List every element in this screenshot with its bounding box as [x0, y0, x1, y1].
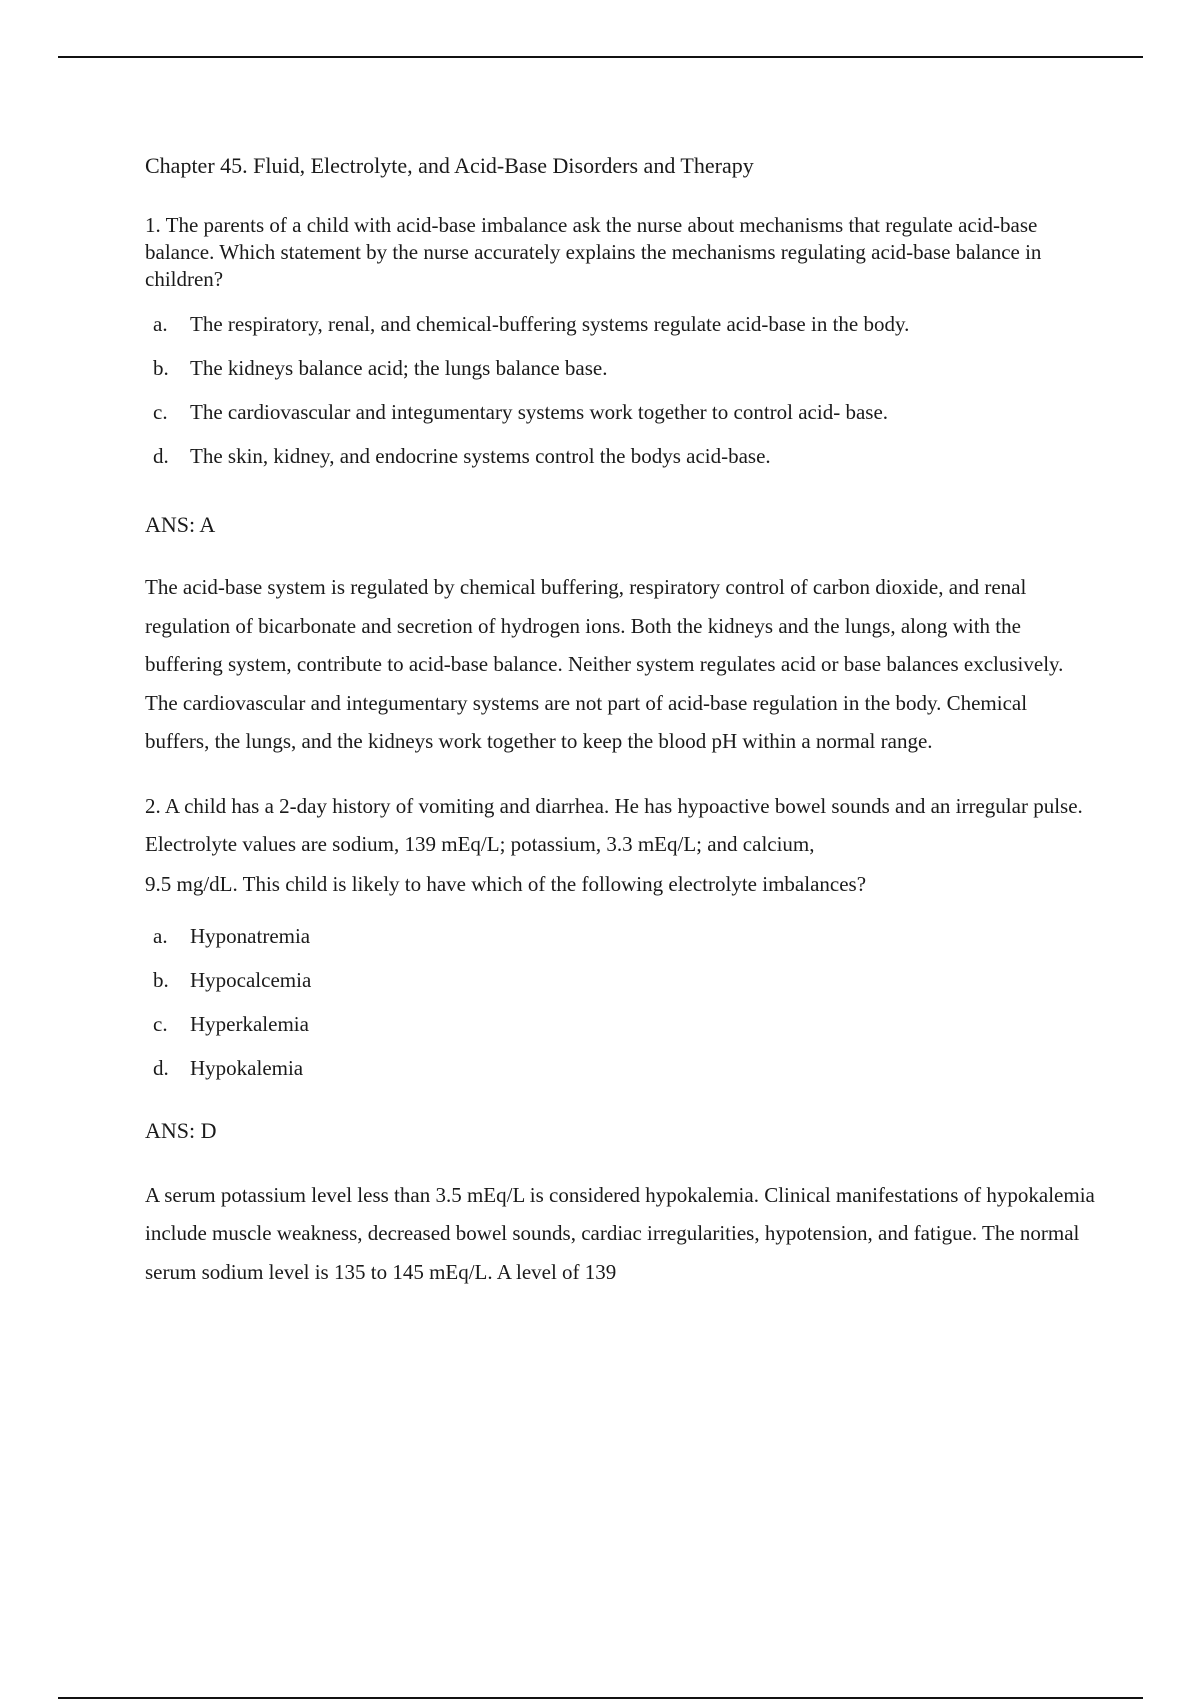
question-1-option-a	[145, 311, 1095, 338]
option-text: The respiratory, renal, and chemical-buffering systems regulate acid-base in the body.	[190, 312, 910, 336]
question-1-option-c	[145, 399, 1095, 426]
option-letter: c.	[153, 400, 168, 424]
question-2-option-d	[145, 1055, 1095, 1082]
option-text: The kidneys balance acid; the lungs balance base.	[190, 356, 608, 380]
option-letter: b.	[153, 356, 169, 380]
question-2-rationale: A serum potassium level less than 3.5 mEq/L is considered hypokalemia. Clinical manifestations of hypokalemia include muscle weakness, decreased bowel sounds, cardiac irregularities, hypotension, and fatigue. The normal serum sodium level is 135 to 145 mEq/L. A level of 139	[145, 1182, 1095, 1284]
question-2-option-b	[145, 967, 1095, 994]
question-2-options	[145, 923, 1095, 1082]
document-page	[145, 150, 1095, 1291]
option-text: The skin, kidney, and endocrine systems control the bodys acid-base.	[190, 444, 771, 468]
option-letter: a.	[153, 923, 168, 948]
question-1-option-d	[145, 443, 1095, 470]
option-text: Hypokalemia	[190, 1055, 304, 1080]
option-text: Hyponatremia	[190, 923, 311, 948]
question-1-option-b	[145, 355, 1095, 382]
option-text: The cardiovascular and integumentary systems work together to control acid- base.	[190, 400, 889, 424]
question-2-option-c	[145, 1011, 1095, 1038]
question-1-rationale: The acid-base system is regulated by chemical buffering, respiratory control of carbon dioxide, and renal regulation of bicarbonate and secretion of hydrogen ions. Both the kidneys and the lungs, along with the buffering system, contribute to acid-base balance. Neither system regulates acid or base balances exclusively. The cardiovascular and integumentary systems are not part of acid-base regulation in the body. Chemical buffers, the lungs, and the kidneys work together to keep the blood pH within a normal range.	[145, 575, 1064, 753]
option-letter: d.	[153, 1055, 169, 1080]
question-2-stem-line-2: 9.5 mg/dL. This child is likely to have which of the following electrolyte imbalances?	[145, 871, 867, 896]
question-1-stem: 1. The parents of a child with acid-base imbalance ask the nurse about mechanisms that regulate acid-base balance. Which statement by the nurse accurately explains the mechanisms regulating acid-base balance in children?	[145, 213, 1042, 291]
option-letter: d.	[153, 444, 169, 468]
top-rule	[58, 56, 1143, 58]
bottom-rule	[58, 1697, 1143, 1699]
question-1-options	[145, 311, 1095, 470]
question-1	[145, 212, 1095, 761]
question-2-stem-line-1: 2. A child has a 2-day history of vomiting and diarrhea. He has hypoactive bowel sounds and an irregular pulse. Electrolyte values are sodium, 139 mEq/L; potassium, 3.3 mEq/L; and calcium,	[145, 793, 1083, 856]
question-2	[145, 787, 1095, 1292]
chapter-title: Chapter 45. Fluid, Electrolyte, and Acid-Base Disorders and Therapy	[145, 153, 754, 178]
question-2-option-a	[145, 923, 1095, 950]
option-letter: c.	[153, 1011, 168, 1036]
question-2-answer: ANS: D	[145, 1117, 217, 1143]
question-1-answer: ANS: A	[145, 512, 216, 537]
option-letter: a.	[153, 312, 168, 336]
option-text: Hypocalcemia	[190, 967, 312, 992]
option-letter: b.	[153, 967, 169, 992]
option-text: Hyperkalemia	[190, 1011, 309, 1036]
